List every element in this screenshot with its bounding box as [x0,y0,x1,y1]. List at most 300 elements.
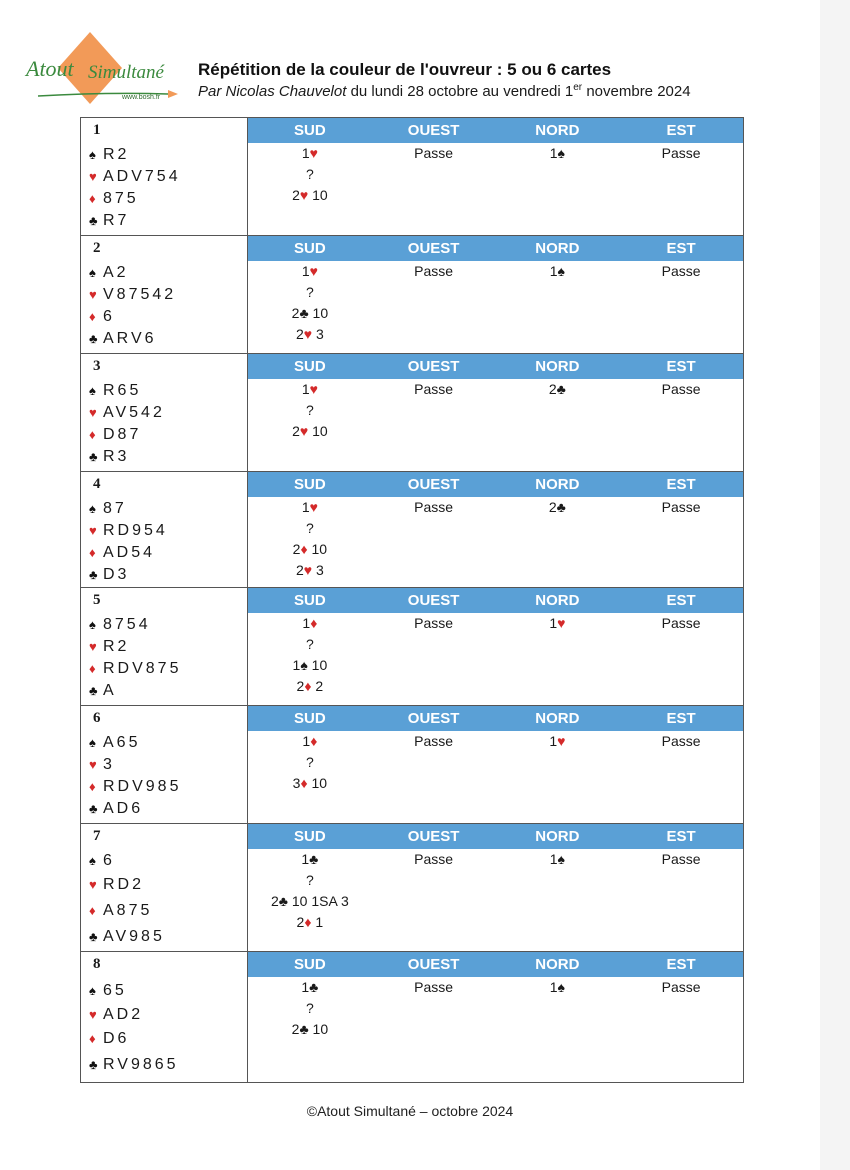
hand-spades-cards: A65 [103,734,141,751]
bid-sud: ? [305,166,314,182]
bid-row [248,870,743,891]
diamonds-icon: ♦ [89,779,96,794]
bid-row [248,303,743,324]
column-header-nord: NORD [535,710,580,727]
bid-est [619,282,743,303]
bid-sud: 1♣ [301,979,319,995]
deal-block [81,354,743,472]
deal-block [81,588,743,706]
bid-est [619,421,743,442]
bid-nord [496,560,620,581]
bid-ouest [372,164,496,185]
hand-diamonds-cards: 6 [103,308,115,325]
deal-block [81,472,743,588]
column-header-nord: NORD [535,592,580,609]
bid-nord [496,282,620,303]
bidding-area [248,354,743,471]
hand-hearts-cards: ADV754 [103,168,181,185]
bid-row [248,731,743,752]
hand-hearts-line [89,1006,143,1024]
bid-sud: ? [305,872,314,888]
bid-sud: 1♠ 10 [292,657,328,673]
hand-clubs-line [89,1056,179,1074]
bid-ouest [372,539,496,560]
hand-hearts-line [89,638,129,656]
subtitle-author: Par Nicolas Chauvelot [198,83,347,100]
diamonds-icon: ♦ [89,427,96,442]
spades-icon: ♠ [89,853,96,868]
bid-nord [496,912,620,933]
column-header-ouest: OUEST [407,240,460,257]
hearts-icon: ♥ [89,523,97,538]
hand-clubs-cards: ARV6 [103,330,157,347]
column-header-ouest: OUEST [407,592,460,609]
bid-nord [496,324,620,345]
bid-sud: ? [305,1000,314,1016]
hand-clubs-line [89,928,165,946]
hand-diamonds-cards: D87 [103,426,142,443]
bid-row [248,613,743,634]
bid-sud: 2♦ 10 [292,541,328,557]
bid-ouest [372,421,496,442]
bid-est [619,655,743,676]
hand-hearts-line [89,876,144,894]
hand-hearts-line [89,286,176,304]
bidding-area [248,472,743,587]
bid-ouest [372,912,496,933]
column-header-sud: SUD [294,358,326,375]
subtitle-dates-start: du lundi 28 octobre au vendredi 1 [346,83,574,100]
diamonds-icon: ♦ [89,1031,96,1046]
deal-block [81,824,743,952]
hand-spades-line [89,500,127,518]
column-header-est: EST [666,122,696,139]
diamonds-icon: ♦ [89,309,96,324]
column-header-nord: NORD [535,240,580,257]
bid-nord: 1♥ [549,733,566,749]
bid-nord: 1♥ [549,615,566,631]
hand-spades-line [89,146,129,164]
clubs-icon: ♣ [89,567,98,582]
column-header-sud: SUD [294,710,326,727]
spades-icon: ♠ [89,501,96,516]
bid-row [248,676,743,697]
column-header-ouest: OUEST [407,956,460,973]
clubs-icon: ♣ [89,683,98,698]
page-subtitle [198,82,691,100]
bid-row [248,634,743,655]
column-header-est: EST [666,710,696,727]
hand-hearts-cards: RD954 [103,522,168,539]
bid-sud: 1♥ [301,499,318,515]
bidding-area [248,824,743,951]
bid-row [248,379,743,400]
bid-ouest: Passe [414,979,454,995]
column-header-nord: NORD [535,358,580,375]
bid-est [619,518,743,539]
hand-diamonds-line [89,544,155,562]
bid-est [619,164,743,185]
bid-ouest [372,185,496,206]
bid-ouest: Passe [414,381,454,397]
bid-nord: 1♠ [549,979,565,995]
hand-clubs-cards: A [103,682,117,699]
hand-cell [81,824,248,951]
bidding-area [248,588,743,705]
column-header-est: EST [666,592,696,609]
bid-sud: 2♥ 10 [292,187,328,203]
bid-sud: ? [305,520,314,536]
hand-spades-cards: 65 [103,982,127,999]
hand-clubs-cards: AV985 [103,928,165,945]
hearts-icon: ♥ [89,757,97,772]
bid-nord [496,1019,620,1040]
deal-number: 3 [93,358,101,374]
column-header-ouest: OUEST [407,710,460,727]
bidding-header [248,472,743,497]
bid-est: Passe [661,263,701,279]
hand-diamonds-line [89,190,139,208]
bid-sud: 2♥ 3 [295,326,324,342]
hand-diamonds-cards: RDV985 [103,778,182,795]
column-header-nord: NORD [535,956,580,973]
hand-cell [81,118,248,235]
bid-sud: 2♣ 10 [291,1021,329,1037]
hand-spades-line [89,982,127,1000]
hand-diamonds-cards: AD54 [103,544,156,561]
bid-sud: 1♦ [302,615,318,631]
hand-diamonds-cards: RDV875 [103,660,182,677]
column-header-ouest: OUEST [407,828,460,845]
hand-spades-cards: R2 [103,146,130,163]
spades-icon: ♠ [89,383,96,398]
bid-sud: 2♥ 3 [295,562,324,578]
bid-row [248,560,743,581]
bid-row [248,998,743,1019]
bid-row [248,497,743,518]
bid-est [619,773,743,794]
bid-sud: ? [305,754,314,770]
bid-row [248,400,743,421]
hearts-icon: ♥ [89,1007,97,1022]
bid-nord [496,400,620,421]
clubs-icon: ♣ [89,213,98,228]
bid-est [619,539,743,560]
hand-clubs-cards: RV9865 [103,1056,179,1073]
bid-ouest [372,676,496,697]
column-header-nord: NORD [535,122,580,139]
column-header-est: EST [666,956,696,973]
bid-sud: 1♥ [301,381,318,397]
bid-est: Passe [661,979,701,995]
subtitle-ordinal: er [573,82,583,93]
hand-diamonds-line [89,426,141,444]
diamonds-icon: ♦ [89,661,96,676]
deal-number: 4 [93,476,101,492]
hand-spades-cards: 87 [103,500,127,517]
bid-est [619,1019,743,1040]
bid-est [619,998,743,1019]
deal-block [81,952,743,1082]
hearts-icon: ♥ [89,287,97,302]
bid-nord: 1♠ [549,263,565,279]
logo-word-atout: Atout [26,56,74,81]
hand-cell [81,706,248,823]
bid-ouest [372,752,496,773]
bid-row [248,849,743,870]
bid-est: Passe [661,145,701,161]
bid-sud: 2♣ 10 [291,305,329,321]
column-header-ouest: OUEST [407,476,460,493]
bidding-header [248,588,743,613]
clubs-icon: ♣ [89,449,98,464]
hand-cell [81,952,248,1082]
hand-hearts-cards: AD2 [103,1006,144,1023]
hand-spades-line [89,734,140,752]
subtitle-dates-end: novembre 2024 [582,83,691,100]
column-header-nord: NORD [535,476,580,493]
bid-row [248,143,743,164]
bid-ouest: Passe [414,145,454,161]
bid-nord [496,421,620,442]
bid-ouest: Passe [414,615,454,631]
hand-diamonds-cards: 875 [103,190,139,207]
bid-est [619,324,743,345]
bid-ouest: Passe [414,499,454,515]
bid-sud: 1♥ [301,145,318,161]
bid-ouest [372,870,496,891]
bidding-header [248,236,743,261]
bidding-area [248,118,743,235]
hearts-icon: ♥ [89,877,97,892]
bid-est: Passe [661,381,701,397]
bid-est: Passe [661,851,701,867]
bidding-area [248,706,743,823]
hand-spades-cards: A2 [103,264,129,281]
spades-icon: ♠ [89,983,96,998]
clubs-icon: ♣ [89,801,98,816]
bid-est [619,676,743,697]
deal-number: 1 [93,122,101,138]
bid-nord [496,655,620,676]
bid-est [619,752,743,773]
hearts-icon: ♥ [89,405,97,420]
deal-number: 6 [93,710,101,726]
column-header-nord: NORD [535,828,580,845]
hand-spades-line [89,264,129,282]
bid-ouest [372,303,496,324]
column-header-sud: SUD [294,956,326,973]
bid-sud: 2♦ 2 [296,678,324,694]
hand-spades-line [89,616,151,634]
bid-nord [496,891,620,912]
bid-nord: 2♣ [548,381,566,397]
bid-sud: ? [305,402,314,418]
bid-row [248,655,743,676]
hand-clubs-line [89,330,157,348]
bid-ouest [372,324,496,345]
bid-sud: 2♦ 1 [296,914,324,930]
bid-est [619,560,743,581]
spades-icon: ♠ [89,147,96,162]
bid-est: Passe [661,499,701,515]
hand-diamonds-line [89,902,152,920]
bid-ouest [372,773,496,794]
deals-table [80,117,744,1083]
bid-row [248,773,743,794]
hand-hearts-cards: V87542 [103,286,177,303]
bid-row [248,977,743,998]
bid-row [248,164,743,185]
bid-ouest [372,400,496,421]
spades-icon: ♠ [89,265,96,280]
hand-diamonds-line [89,1030,129,1048]
hand-cell [81,354,248,471]
bid-est [619,634,743,655]
bid-row [248,891,743,912]
page-title: Répétition de la couleur de l'ouvreur : 5 ou 6 cartes [198,60,612,79]
bid-est [619,912,743,933]
bid-nord [496,998,620,1019]
column-header-est: EST [666,828,696,845]
bidding-header [248,952,743,977]
bid-ouest [372,560,496,581]
bid-nord [496,185,620,206]
hand-cell [81,472,248,587]
hand-spades-line [89,382,141,400]
bid-ouest [372,1019,496,1040]
bid-row [248,282,743,303]
bid-ouest [372,518,496,539]
hand-clubs-cards: D3 [103,566,130,583]
bid-ouest: Passe [414,263,454,279]
hearts-icon: ♥ [89,169,97,184]
clubs-icon: ♣ [89,929,98,944]
column-header-sud: SUD [294,828,326,845]
bidding-area [248,952,743,1082]
hand-cell [81,588,248,705]
hand-diamonds-cards: D6 [103,1030,130,1047]
column-header-est: EST [666,358,696,375]
column-header-est: EST [666,476,696,493]
bid-sud: 1♣ [301,851,319,867]
bid-est [619,400,743,421]
bid-row [248,185,743,206]
hand-hearts-line [89,522,168,540]
hand-clubs-line [89,800,143,818]
bid-row [248,1019,743,1040]
bid-nord [496,539,620,560]
diamonds-icon: ♦ [89,545,96,560]
bid-row [248,324,743,345]
bid-row [248,752,743,773]
bidding-area [248,236,743,353]
bid-ouest [372,891,496,912]
deal-number: 5 [93,592,101,608]
hand-spades-cards: 6 [103,852,115,869]
spades-icon: ♠ [89,735,96,750]
diamonds-icon: ♦ [89,903,96,918]
hand-diamonds-cards: A875 [103,902,153,919]
bid-nord: 1♠ [549,145,565,161]
bid-row [248,261,743,282]
bid-ouest [372,282,496,303]
hand-diamonds-line [89,308,115,326]
hand-hearts-line [89,168,181,186]
bid-est [619,303,743,324]
bid-ouest: Passe [414,851,454,867]
bid-ouest: Passe [414,733,454,749]
hand-hearts-cards: R2 [103,638,130,655]
deal-block [81,706,743,824]
hand-hearts-cards: RD2 [103,876,145,893]
bid-ouest [372,634,496,655]
bid-nord [496,870,620,891]
diamonds-icon: ♦ [89,191,96,206]
bid-sud: ? [305,636,314,652]
hand-clubs-cards: R3 [103,448,130,465]
clubs-icon: ♣ [89,331,98,346]
hearts-icon: ♥ [89,639,97,654]
bidding-header [248,118,743,143]
deal-number: 2 [93,240,101,256]
bid-sud: 1♥ [301,263,318,279]
bid-nord: 1♠ [549,851,565,867]
bid-nord [496,676,620,697]
atout-simultane-logo [18,30,188,110]
bid-sud: 2♣ 10 1SA 3 [270,893,349,909]
hand-clubs-line [89,682,117,700]
bid-nord [496,303,620,324]
bid-est: Passe [661,733,701,749]
deal-number: 8 [93,956,101,972]
hand-clubs-cards: R7 [103,212,130,229]
column-header-est: EST [666,240,696,257]
deal-block [81,236,743,354]
scan-edge [820,0,850,1170]
column-header-sud: SUD [294,476,326,493]
clubs-icon: ♣ [89,1057,98,1072]
hand-clubs-cards: AD6 [103,800,144,817]
column-header-sud: SUD [294,240,326,257]
hand-clubs-line [89,212,129,230]
hand-hearts-line [89,756,115,774]
column-header-ouest: OUEST [407,122,460,139]
column-header-sud: SUD [294,122,326,139]
page-footer: ©Atout Simultané – octobre 2024 [306,1103,514,1119]
hand-spades-cards: 8754 [103,616,151,633]
bid-row [248,539,743,560]
bid-row [248,518,743,539]
logo-url: www.bosh.fr [122,94,161,101]
hand-hearts-line [89,404,165,422]
hand-clubs-line [89,566,129,584]
bid-est [619,891,743,912]
deal-number: 7 [93,828,101,844]
bid-sud: 3♦ 10 [292,775,328,791]
bid-est [619,185,743,206]
bid-sud: 1♦ [302,733,318,749]
hand-spades-cards: R65 [103,382,142,399]
hand-spades-line [89,852,115,870]
bid-row [248,421,743,442]
bid-nord [496,518,620,539]
bid-est: Passe [661,615,701,631]
hand-clubs-line [89,448,129,466]
bid-ouest [372,655,496,676]
spades-icon: ♠ [89,617,96,632]
deal-block [81,118,743,236]
